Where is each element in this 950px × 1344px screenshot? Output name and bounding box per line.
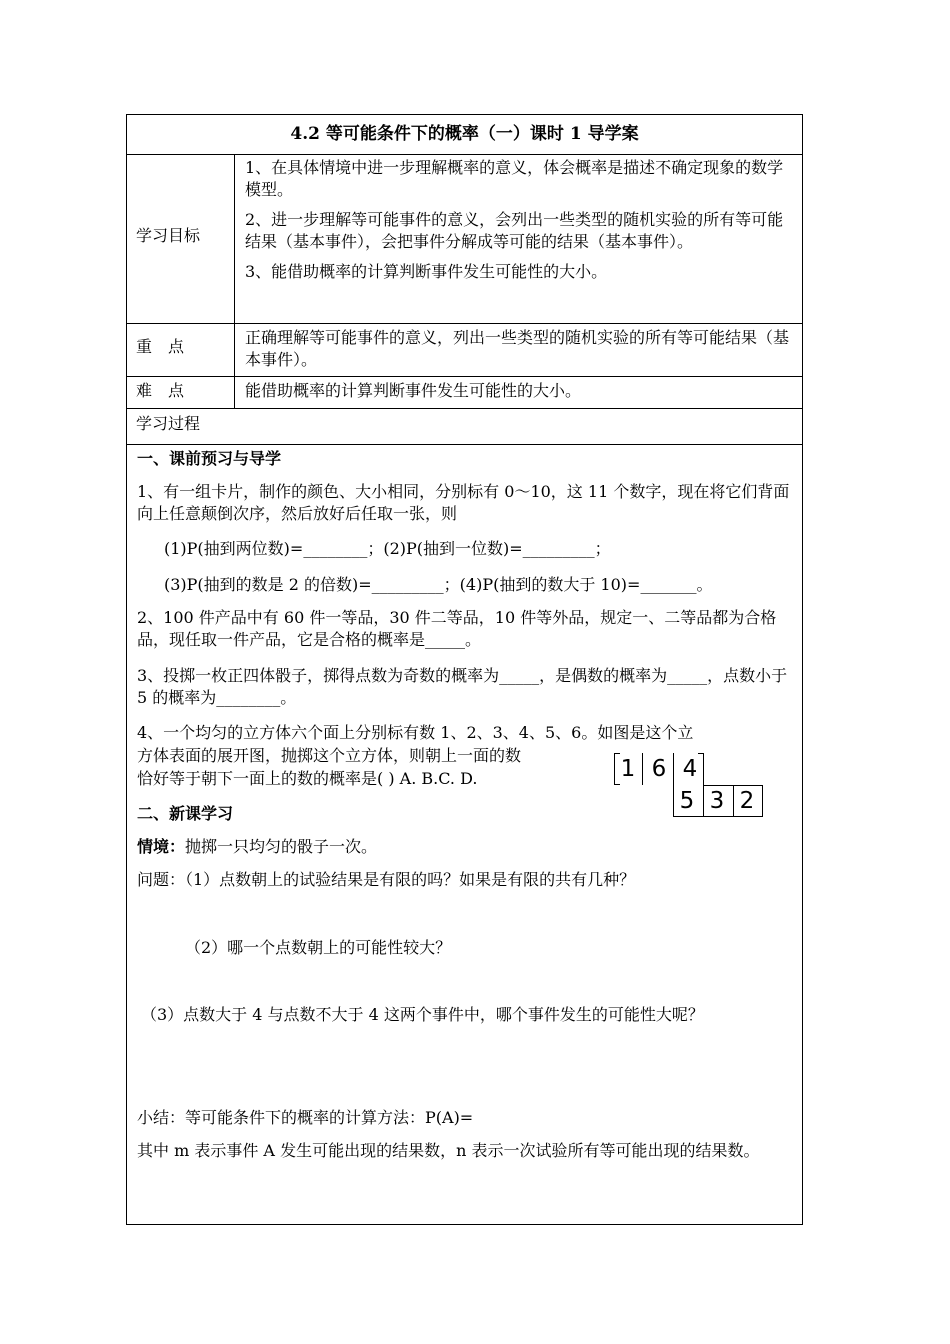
question-4-line-3: 恰好等于朝下一面上的数的概率是( ) A. B.C. D. xyxy=(137,769,478,788)
net-face-bottom-3: 2 xyxy=(739,788,755,814)
objectives-label: 学习目标 xyxy=(127,154,235,323)
net-line xyxy=(733,785,734,817)
net-line xyxy=(698,753,704,754)
question-2: 2、100 件产品中有 60 件一等品，30 件二等品，10 件等外品，规定一、二等品都为合格品，现任取一件产品，它是合格的概率是_____。 xyxy=(137,608,777,649)
section1-heading: 一、课前预习与导学 xyxy=(137,449,282,468)
net-line xyxy=(673,753,674,817)
question-1: 1、有一组卡片，制作的颜色、大小相同，分别标有 0～10，这 11 个数字，现在将它们背面向上任意颠倒次序，然后放好后任取一张，则 xyxy=(137,482,790,523)
net-line xyxy=(614,784,620,785)
difficulty-label: 难 点 xyxy=(127,377,235,408)
summary-formula: 小结：等可能条件下的概率的计算方法：P(A)= xyxy=(137,1108,474,1127)
process-row xyxy=(127,409,802,445)
net-line xyxy=(673,816,763,817)
net-face-top-1: 1 xyxy=(620,756,636,782)
cube-net-figure xyxy=(614,753,774,819)
question-3: 3、投掷一枚正四体骰子，掷得点数为奇数的概率为_____，是偶数的概率为_____，点数小于 5 的概率为________。 xyxy=(137,666,788,707)
net-face-top-3: 4 xyxy=(682,756,698,782)
objectives-content xyxy=(235,154,802,291)
new-question-2: （2）哪一个点数朝上的可能性较大？ xyxy=(185,938,452,957)
objective-item: 2、进一步理解等可能事件的意义，会列出一些类型的随机实验的所有等可能结果（基本事件），会把事件分解成等可能的结果（基本事件）。 xyxy=(245,210,784,251)
objective-item: 1、在具体情境中进一步理解概率的意义，体会概率是描述不确定现象的数学模型。 xyxy=(245,158,784,199)
process-label: 学习过程 xyxy=(136,414,201,433)
net-face-top-2: 6 xyxy=(651,756,667,782)
net-face-bottom-1: 5 xyxy=(679,788,695,814)
key-point-text: 正确理解等可能事件的意义，列出一些类型的随机实验的所有等可能结果（基本事件）。 xyxy=(245,328,790,369)
net-face-bottom-2: 3 xyxy=(709,788,725,814)
objective-item: 3、能借助概率的计算判断事件发生可能性的大小。 xyxy=(245,262,608,281)
net-line xyxy=(614,753,615,785)
net-line xyxy=(642,753,643,785)
summary-explanation: 其中 m 表示事件 A 发生可能出现的结果数，n 表示一次试验所有等可能出现的结果数。 xyxy=(137,1141,760,1160)
difficulty-text: 能借助概率的计算判断事件发生可能性的大小。 xyxy=(245,381,582,400)
net-line xyxy=(762,785,763,817)
question-4-line-2: 方体表面的展开图，抛掷这个立方体，则朝上一面的数 xyxy=(137,746,522,765)
net-line xyxy=(614,753,620,754)
net-line xyxy=(703,785,763,786)
scenario xyxy=(137,836,377,858)
new-question-1: 问题：（1）点数朝上的试验结果是有限的吗？如果是有限的共有几种？ xyxy=(137,870,636,889)
question-1-parts-a: (1)P(抽到两位数)=________；(2)P(抽到一位数)=_________； xyxy=(164,539,611,558)
question-4-line-1: 4、一个均匀的立方体六个面上分别标有数 1、2、3、4、5、6。如图是这个立 xyxy=(137,723,694,742)
scenario-text: 抛掷一只均匀的骰子一次。 xyxy=(185,837,378,856)
key-point-row xyxy=(127,324,802,377)
objectives-row xyxy=(127,154,802,324)
difficulty-row xyxy=(127,377,802,409)
section2-heading: 二、新课学习 xyxy=(137,804,234,823)
page-title: 4.2 等可能条件下的概率（一）课时 1 导学案 xyxy=(127,115,802,155)
worksheet-table xyxy=(126,114,803,1225)
scenario-label: 情境： xyxy=(137,837,186,856)
question-1-parts-b: (3)P(抽到的数是 2 的倍数)=_________；(4)P(抽到的数大于 10)=_______。 xyxy=(164,575,713,594)
key-point-label: 重 点 xyxy=(127,324,235,376)
new-question-3: （3）点数大于 4 与点数不大于 4 这两个事件中，哪个事件发生的可能性大呢？ xyxy=(141,1005,704,1024)
